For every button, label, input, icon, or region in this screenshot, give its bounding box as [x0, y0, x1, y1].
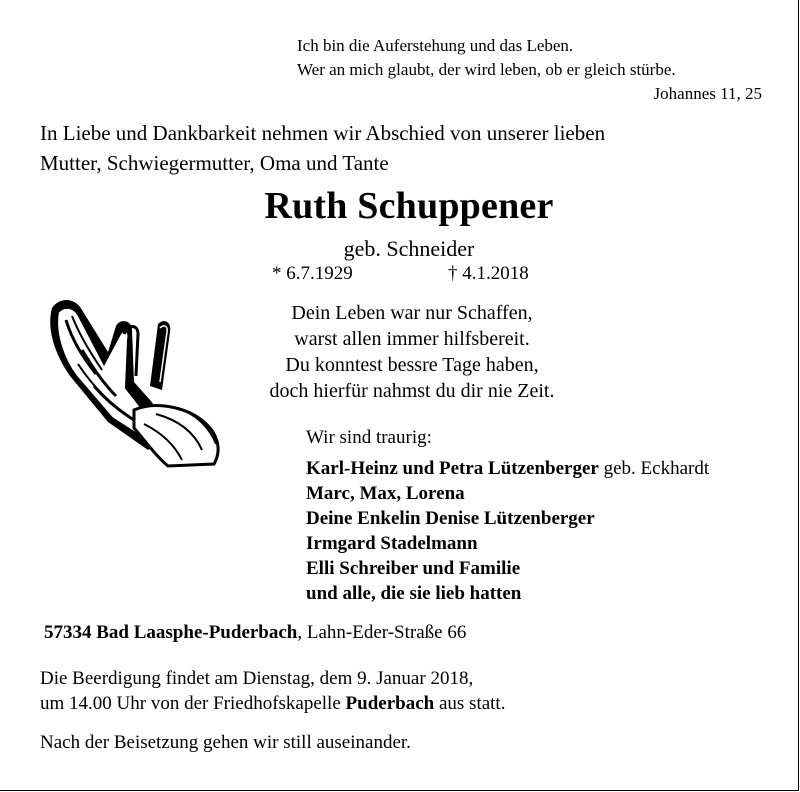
death-date: † 4.1.2018: [448, 263, 529, 284]
address-place: 57334 Bad Laasphe-Puderbach: [44, 622, 298, 643]
mourner-entry: und alle, die sie lieb hatten: [306, 583, 522, 604]
mourner-entry: Karl-Heinz und Petra Lützenberger geb. Eckhardt: [306, 458, 710, 479]
mourners-list: [306, 456, 709, 606]
scripture-line-1: Ich bin die Auferstehung und das Leben.: [297, 36, 574, 55]
poem-line: doch hierfür nahmst du dir nie Zeit.: [269, 380, 555, 402]
intro-line-2: Mutter, Schwiegermutter, Oma und Tante: [40, 151, 389, 175]
poem: [212, 300, 612, 404]
intro-line-1: In Liebe und Dankbarkeit nehmen wir Abschied von unserer lieben: [40, 121, 606, 145]
mourner-entry: Marc, Max, Lorena: [306, 483, 465, 504]
address-street: , Lahn-Eder-Straße 66: [297, 622, 467, 643]
mourners-heading: Wir sind traurig:: [306, 427, 432, 448]
scripture-reference: Johannes 11, 25: [653, 84, 762, 103]
mourner-entry: Elli Schreiber und Familie: [306, 558, 521, 579]
poem-line: warst allen immer hilfsbereit.: [294, 328, 530, 350]
closing-line: Nach der Beisetzung gehen wir still auseinander.: [40, 732, 411, 753]
mourner-entry: Irmgard Stadelmann: [306, 533, 478, 554]
praying-hands-icon: [38, 290, 223, 472]
scripture-line-2: Wer an mich glaubt, der wird leben, ob er gleich stürbe.: [297, 60, 676, 79]
maiden-name: geb. Schneider: [343, 236, 475, 261]
deceased-name: Ruth Schuppener: [264, 185, 554, 227]
birth-date: * 6.7.1929: [272, 263, 353, 284]
mourner-entry: Deine Enkelin Denise Lützenberger: [306, 508, 595, 529]
poem-line: Du konntest bessre Tage haben,: [285, 354, 539, 376]
funeral-line-1: Die Beerdigung findet am Dienstag, dem 9. Januar 2018,: [40, 668, 474, 689]
poem-line: Dein Leben war nur Schaffen,: [291, 302, 533, 324]
address: [44, 622, 466, 644]
funeral-line-2: um 14.00 Uhr von der Friedhofskapelle Puderbach aus statt.: [40, 693, 506, 714]
